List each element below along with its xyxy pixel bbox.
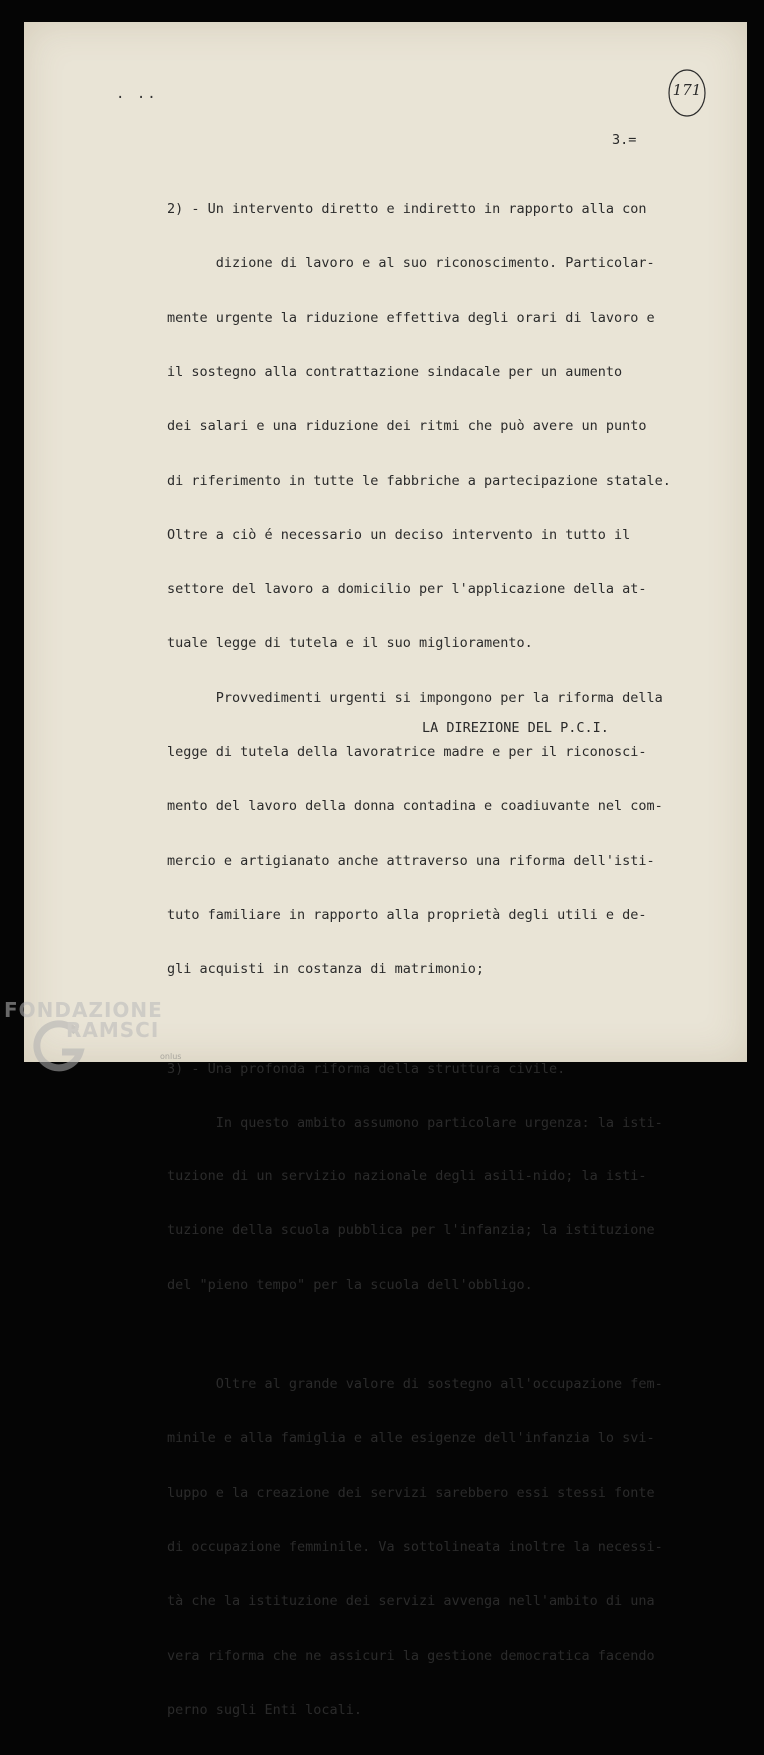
body-line: dei salari e una riduzione dei ritmi che può avere un punto: [167, 418, 647, 435]
body-text: [167, 164, 727, 1755]
body-line: perno sugli Enti locali.: [167, 1701, 363, 1718]
watermark-line2: RAMSCI: [66, 1018, 160, 1042]
body-line: il sostegno alla contrattazione sindacale per un aumento: [167, 364, 623, 381]
body-line: vera riforma che ne assicuri la gestione democratica facendo: [167, 1647, 655, 1664]
body-line: Provvedimenti urgenti si impongono per la riforma della: [167, 689, 663, 706]
body-line: mento del lavoro della donna contadina e coadiuvante nel com-: [167, 798, 663, 815]
document-page: [24, 22, 747, 1718]
body-line: di riferimento in tutte le fabbriche a partecipazione statale.: [167, 472, 671, 489]
body-line: tuale legge di tutela e il suo miglioramento.: [167, 635, 533, 652]
body-line: tuto familiare in rapporto alla proprietà degli utili e de-: [167, 906, 647, 923]
watermark-line1: FONDAZIONE: [4, 998, 163, 1022]
body-line: minile e alla famiglia e alle esigenze dell'infanzia lo svi-: [167, 1430, 655, 1447]
body-line: tà che la istituzione dei servizi avvenga nell'ambito di una: [167, 1593, 655, 1610]
body-line: tuzione della scuola pubblica per l'infanzia; la istituzione: [167, 1222, 655, 1239]
body-line: Oltre a ciò é necessario un deciso intervento in tutto il: [167, 526, 631, 543]
body-line: settore del lavoro a domicilio per l'applicazione della at-: [167, 581, 647, 598]
body-line: di occupazione femminile. Va sottolineata inoltre la necessi-: [167, 1538, 663, 1555]
body-line: mercio e artigianato anche attraverso una riforma dell'isti-: [167, 852, 655, 869]
body-line: 3) - Una profonda riforma della struttura civile.: [167, 1060, 566, 1077]
top-mark: . ..: [116, 86, 158, 102]
folio-number: 171: [672, 81, 702, 99]
body-line: Oltre al grande valore di sostegno all'occupazione fem-: [167, 1376, 663, 1393]
watermark-suffix: onlus: [160, 1052, 182, 1061]
paragraph-gap: [167, 1330, 727, 1339]
body-line: In questo ambito assumono particolare urgenza: la isti-: [167, 1114, 663, 1131]
body-line: mente urgente la riduzione effettiva degli orari di lavoro e: [167, 309, 655, 326]
body-line: tuzione di un servizio nazionale degli asili-nido; la isti-: [167, 1168, 647, 1185]
body-line: gli acquisti in costanza di matrimonio;: [167, 961, 484, 978]
folio-stamp: [667, 68, 707, 118]
watermark-logo: [4, 998, 204, 1078]
body-line: dizione di lavoro e al suo riconoscimento. Particolar-: [167, 255, 655, 272]
body-line: legge di tutela della lavoratrice madre e per il riconosci-: [167, 744, 647, 760]
body-line: 2) - Un intervento diretto e indiretto in rapporto alla con: [167, 201, 647, 218]
page-number: 3.=: [612, 132, 637, 148]
body-line: del "pieno tempo" per la scuola dell'obbligo.: [167, 1276, 533, 1293]
body-line: luppo e la creazione dei servizi sarebbero essi stessi fonte: [167, 1484, 655, 1501]
signature: LA DIREZIONE DEL P.C.I.: [422, 720, 609, 736]
paragraph-gap: [167, 1014, 727, 1023]
